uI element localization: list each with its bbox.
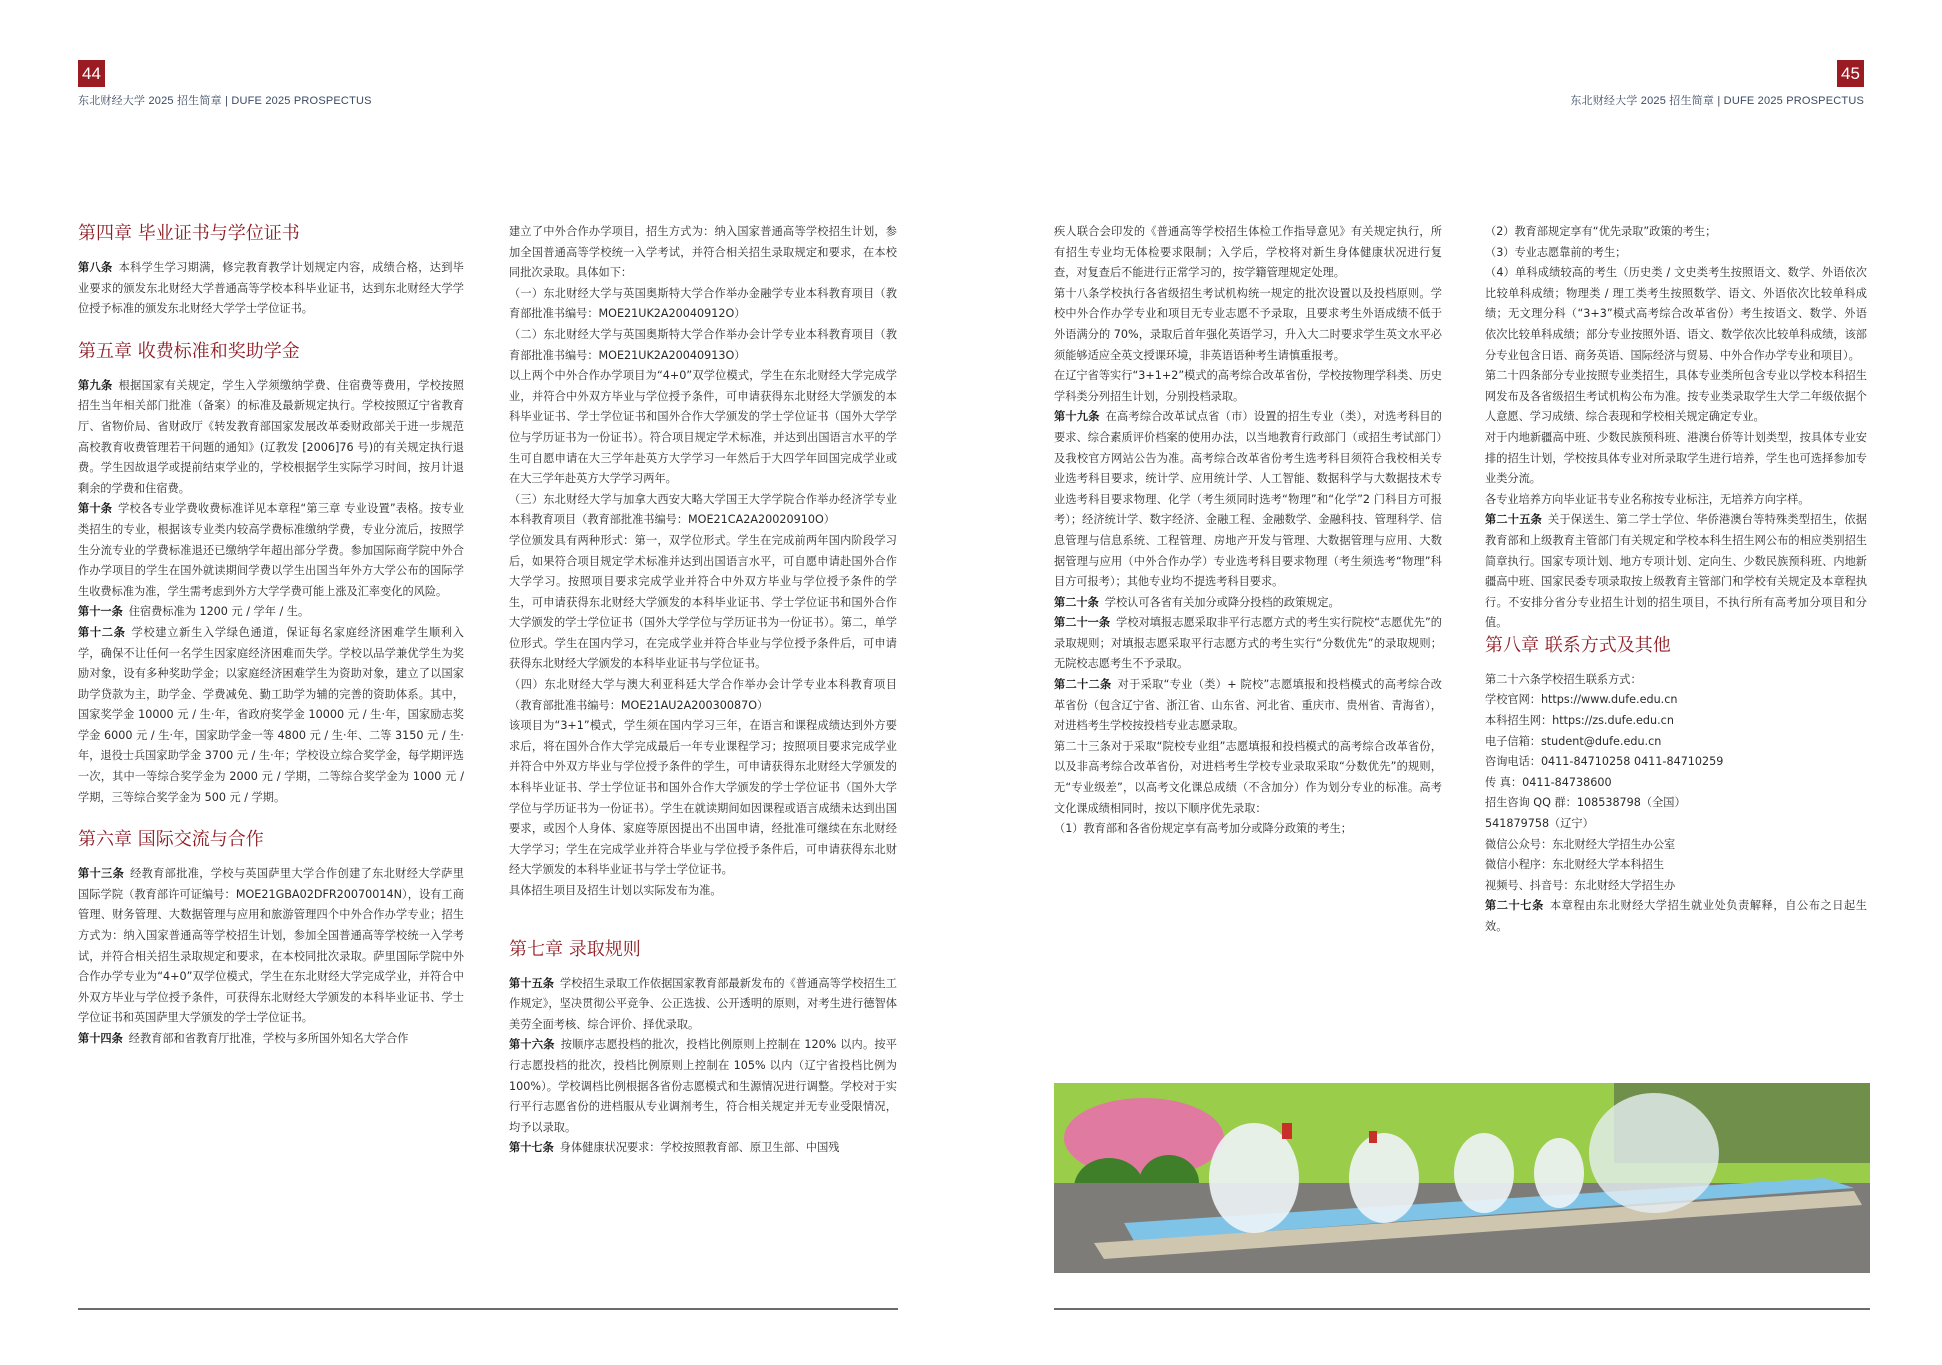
programs-note: 具体招生项目及招生计划以实际发布为准。 <box>509 884 722 897</box>
article-24-paragraph-3: 各专业培养方向毕业证书专业名称按专业标注，无培养方向字样。 <box>1485 492 1810 506</box>
article-text: 学校对填报志愿采取非平行志愿方式的考生实行院校“志愿优先”的录取规则；对填报志愿采取平行志愿方式的考生实行“分数优先”的录取规则；无院校志愿考生不予录取。 <box>1054 616 1442 671</box>
chapter-8-title: 第八章 联系方式及其他 <box>1485 634 1671 656</box>
article-23-item-2: （2）教育部规定享有“优先录取”政策的考生； <box>1485 225 1717 238</box>
contact-admissions-site[interactable]: 本科招生网：https://zs.dufe.edu.cn <box>1485 714 1674 728</box>
article-text: 学校认可各省有关加分或降分投档的政策规定。 <box>1104 595 1340 609</box>
article-27 <box>1485 896 1867 937</box>
column-2 <box>509 222 897 1159</box>
article-text: 按顺序志愿投档的批次，投档比例原则上控制在 120% 以内。按平行志愿投档的批次，投档比例原则上控制在 105% 以内（辽宁省投档比例为 100%）。学校调档比例根据各省份志愿模式和生源情况进行调整。学校对于实行平行志愿省份的进档服从专业调剂考生，符合相关规定并无专业受限情况，均予以录取。 <box>509 1038 897 1134</box>
article-19 <box>1054 407 1442 592</box>
article-text: 部分专业按照专业类招生，具体专业类所包含专业以学校本科招生网发布及各省级招生考试机构公布为准。按专业类录取学生大学二年级依据个人意愿、学习成绩、综合表现和学校相关规定确定专业。 <box>1485 369 1867 424</box>
article-label: 第十五条 <box>509 976 554 990</box>
article-text: 身体健康状况要求：学校按照教育部、原卫生部、中国残 <box>559 1141 840 1155</box>
article-label: 第二十三条 <box>1054 739 1111 753</box>
contact-website[interactable]: 学校官网：https://www.dufe.edu.cn <box>1485 693 1678 707</box>
article-label: 第十六条 <box>509 1038 555 1052</box>
article-label: 第十二条 <box>78 625 126 639</box>
contact-qq-national: 招生咨询 QQ 群：108538798（全国） <box>1485 796 1686 810</box>
article-label: 第二十二条 <box>1054 678 1112 692</box>
article-9 <box>78 376 464 500</box>
program-4-description: 该项目为“3+1”模式，学生须在国内学习三年，在语言和课程成绩达到外方要求后，将在国外合作大学完成最后一年专业课程学习；按照项目要求完成学业并符合中外双方毕业与学位授予条件的学生，可申请获得东北财经大学颁发的本科毕业证书、学士学位证书和国外合作大学颁发的学士学位证书（国外大学学位与学历证书为一份证书）。学生在就读期间如因课程或语言成绩未达到出国要求，或因个人身体、家庭等原因提出不出国申请，经批准可继续在东北财经大学学习；学生在完成学业并符合毕业与学位授予条件后，可申请获得东北财经大学颁发的本科毕业证书与学士学位证书。 <box>509 719 897 877</box>
column-1 <box>78 222 464 1050</box>
program-4: （四）东北财经大学与澳大利亚科廷大学合作举办会计学专业本科教育项目（教育部批准书编号：MOE21AU2A20030087O） <box>509 678 897 712</box>
article-text: 在高考综合改革试点省（市）设置的招生专业（类），对选考科目的要求、综合素质评价档案的使用办法，以当地教育行政部门（或招生考试部门）及我校官方网站公告为准。高考综合改革省份考生选考科目须符合我校相关专业选考科目要求，统计学、应用统计学、人工智能、数据科学与大数据技术专业选考科目要求物理、化学（考生须同时选考“物理”和“化学”2 门科目方可报考）；经济统计学、数字经济、金融工程、金融数学、金融科技、管理科学、信息管理与信息系统、工程管理、房地产开发与管理、大数据管理与应用、大数据管理与应用（中外合作办学）专业选考科目要求物理（考生须选考“物理”科目方可报考）；其他专业均不提选考科目要求。 <box>1054 410 1442 589</box>
left-page-number: 44 <box>78 60 105 87</box>
article-23-item-4: （4）单科成绩较高的考生（历史类 / 文史类考生按照语文、数学、外语依次比较单科成绩；物理类 / 理工类考生按照数学、语文、外语依次比较单科成绩；无文理分科（“3+3”模式高考综合改革省份）考生按语文、数学、外语依次比较单科成绩；部分专业按照外语、语文、数学依次比较单科成绩，该部分专业包含日语、商务英语、国际经济与贸易、中外合作办学专业和项目）。 <box>1485 266 1867 362</box>
article-label: 第二十七条 <box>1485 899 1544 913</box>
program-1: （一）东北财经大学与英国奥斯特大学合作举办金融学专业本科教育项目（教育部批准书编号：MOE21UK2A20040912O） <box>509 286 897 321</box>
article-label: 第八条 <box>78 261 113 274</box>
column-4 <box>1485 222 1867 938</box>
article-text: 对于采取“专业（类）+ 院校”志愿填报和投档模式的高考综合改革省份（包含辽宁省、浙江省、山东省、河北省、重庆市、贵州省、青海省），对进档考生学校按投档专业志愿录取。 <box>1054 678 1442 733</box>
contact-video-douyin: 视频号、抖音号：东北财经大学招生办 <box>1485 878 1676 892</box>
article-text: 本科学生学习期满，修完教育教学计划规定内容，成绩合格，达到毕业要求的颁发东北财经大学普通高等学校本科毕业证书，达到东北财经大学学位授予标准的颁发东北财经大学学士学位证书。 <box>78 261 464 316</box>
contact-wechat-miniprogram: 微信小程序：东北财经大学本科招生 <box>1485 858 1665 872</box>
article-label: 第十四条 <box>78 1032 123 1045</box>
chapter-5-title: 第五章 收费标准和奖助学金 <box>78 340 300 362</box>
article-text: 学校招生录取工作依据国家教育部最新发布的《普通高等学校招生工作规定》，坚决贯彻公平竞争、公正选拔、公开透明的原则，对考生进行德智体美劳全面考核、综合评价、择优录取。 <box>509 976 897 1031</box>
chapter-4-title: 第四章 毕业证书与学位证书 <box>78 223 300 244</box>
article-label: 第十一条 <box>78 605 123 619</box>
article-21 <box>1054 613 1442 675</box>
program-2: （二）东北财经大学与英国奥斯特大学合作举办会计学专业本科教育项目（教育部批准书编号：MOE21UK2A20040913O） <box>509 327 897 362</box>
article-text: 住宿费标准为 1200 元 / 学年 / 生。 <box>128 605 310 619</box>
article-10 <box>78 499 464 602</box>
article-17-continued: 疾人联合会印发的《普通高等学校招生体检工作指导意见》有关规定执行，所有招生专业均无体检要求限制；入学后，学校将对新生身体健康状况进行复查，对复查后不能进行正常学习的，按学籍管理规定处理。 <box>1054 225 1442 280</box>
article-label: 第十七条 <box>509 1141 554 1155</box>
article-label: 第二十一条 <box>1054 616 1111 630</box>
article-label: 第十九条 <box>1054 410 1100 424</box>
contact-wechat-account: 微信公众号：东北财经大学招生办公室 <box>1485 837 1676 851</box>
right-footer-rule <box>1054 1308 1870 1310</box>
article-25 <box>1485 510 1867 634</box>
program-3: （三）东北财经大学与加拿大西安大略大学国王大学学院合作举办经济学专业本科教育项目（教育部批准书编号：MOE21CA2A20020910O） <box>509 492 897 527</box>
left-footer-rule <box>78 1308 898 1310</box>
article-label: 第二十六条 <box>1485 672 1541 686</box>
article-17 <box>509 1138 897 1159</box>
article-20 <box>1054 593 1442 614</box>
article-22 <box>1054 675 1442 737</box>
article-23-item-1: （1）教育部和各省份规定享有高考加分或降分政策的考生； <box>1054 822 1352 836</box>
contact-email[interactable]: 电子信箱：student@dufe.edu.cn <box>1485 734 1662 748</box>
article-14-continued: 建立了中外合作办学项目，招生方式为：纳入国家普通高等学校招生计划，参加全国普通高等学校统一入学考试，并符合相关招生录取规定和要求，在本校同批次录取。具体如下： <box>509 225 897 280</box>
campus-fountain-photo <box>1054 1083 1870 1273</box>
contact-phone: 咨询电话：0411-84710258 0411-84710259 <box>1485 755 1724 769</box>
article-12 <box>78 623 464 808</box>
article-text: 根据国家有关规定，学生入学须缴纳学费、住宿费等费用，学校按照招生当年相关部门批准（备案）的标准及最新规定执行。学校按照辽宁省教育厅、省物价局、省财政厅《转发教育部国家发展改革委财政部关于进一步规范高校教育收费管理若干问题的通知》(辽教发 [2006]76 号)的有关规定执行退费。学生因故退学或提前结束学业的，学校根据学生实际学习时间，按月计退剩余的学费和住宿费。 <box>78 378 464 495</box>
article-text: 本章程由东北财经大学招生就业处负责解释，自公布之日起生效。 <box>1485 899 1867 933</box>
article-label: 第十三条 <box>78 867 125 881</box>
article-18 <box>1054 284 1442 366</box>
programs-1-2-description: 以上两个中外合作办学项目为“4+0”双学位模式，学生在东北财经大学完成学业，并符合中外双方毕业与学位授予条件，可申请获得东北财经大学颁发的本科毕业证书、学士学位证书和国外合作大学颁发的学士学位证书（国外大学学位与学历证书为一份证书）。符合项目规定学术标准，并达到出国语言水平的学生可自愿申请在大三学年赴英方大学学习一年然后于大四学年回国完成学业或在大三学年赴英方大学学习两年。 <box>509 369 897 486</box>
article-13 <box>78 864 464 1029</box>
right-running-head: 东北财经大学 2025 招生简章 | DUFE 2025 PROSPECTUS <box>1570 95 1864 107</box>
article-text: 学校各专业学费收费标准详见本章程“第三章 专业设置”表格。按专业类招生的专业，根据该专业类内较高学费标准缴纳学费，专业分流后，按照学生分流专业的学费标准退还已缴纳学年超出部分学费。参加国际商学院中外合作办学项目的学生在国外就读期间学费以学生出国当年外方大学公布的国际学生收费标准为准，学生需考虑到外方大学学费可能上涨及汇率变化的风险。 <box>78 502 464 598</box>
article-14 <box>78 1029 464 1050</box>
article-8 <box>78 258 464 320</box>
contact-qq-liaoning: 541879758（辽宁） <box>1485 817 1594 831</box>
article-text: 关于保送生、第二学士学位、华侨港澳台等特殊类型招生，依据教育部和上级教育主管部门有关规定和学校本科生招生网公布的相应类别招生简章执行。国家专项计划、地方专项计划、定向生、少数民族预科班、内地新疆高中班、国家民委专项录取按上级教育主管部门和学校有关规定及本章程执行。不安排分省分专业招生计划的招生项目，不执行所有高考加分项目和分值。 <box>1485 513 1867 630</box>
article-label: 第二十五条 <box>1485 513 1542 527</box>
chapter-7-title: 第七章 录取规则 <box>509 938 641 960</box>
left-running-head: 东北财经大学 2025 招生简章 | DUFE 2025 PROSPECTUS <box>78 95 372 107</box>
article-text: 学校执行各省级招生考试机构统一规定的批次设置以及投档原则。学校中外合作办学专业和项目无专业志愿不予录取，且要求考生外语成绩不低于外语满分的 70%，录取后首年强化英语学习，升入大二时要求学生英文水平必须能够适应全英文授课环境，非英语语种考生请慎重报考。 <box>1054 286 1442 362</box>
right-page-number: 45 <box>1837 60 1864 87</box>
article-18-paragraph-2: 在辽宁省等实行“3+1+2”模式的高考综合改革省份，学校按物理学科类、历史学科类分列招生计划，分别投档录取。 <box>1054 369 1442 403</box>
article-text: 学校建立新生入学绿色通道，保证每名家庭经济困难学生顺利入学，确保不让任何一名学生因家庭经济困难而失学。学校以品学兼优学生为奖励对象，设有多种奖助学金；以家庭经济困难学生为资助对象，建立了以国家助学贷款为主，助学金、学费减免、勤工助学为辅的完善的资助体系。其中，国家奖学金 10000 元 / 生·年，省政府奖学金 10000 元 / 生·年，国家励志奖学金 6000 元 / 生·年，国家助学金一等 4800 元 / 生·年、二等 3150 元 / 生·年，退役士兵国家助学金 3700 元 / 生·年；学校设立综合奖学金，每学期评选一次，其中一等综合奖学金为 2000 元 / 学期，二等综合奖学金为 1000 元 / 学期，三等综合奖学金为 500 元 / 学期。 <box>78 625 464 804</box>
column-3 <box>1054 222 1442 840</box>
article-label: 第九条 <box>78 378 113 392</box>
article-text: 学校招生联系方式： <box>1540 672 1642 686</box>
program-3-description: 学位颁发具有两种形式：第一，双学位形式。学生在完成前两年国内阶段学习后，如果符合项目规定学术标准并达到出国语言水平，可自愿申请赴国外合作大学学习。按照项目要求完成学业并符合中外双方毕业与学位授予条件的学生，可申请获得东北财经大学颁发的本科毕业证书、学士学位证书和国外合作大学颁发的学士学位证书（国外大学学位与学历证书为一份证书）。第二，单学位形式。学生在国内学习，在完成学业并符合毕业与学位授予条件后，可申请获得东北财经大学颁发的本科毕业证书与学位证书。 <box>509 533 897 671</box>
article-text: 对于采取“院校专业组”志愿填报和投档模式的高考综合改革省份，以及非高考综合改革省份，对进档考生学校专业录取采取“分数优先”的规则，无“专业级差”，以高考文化课总成绩（不含加分）作为划分专业的标准。高考文化课成绩相同时，按以下顺序优先录取： <box>1054 739 1442 815</box>
article-label: 第二十条 <box>1054 595 1099 609</box>
article-text: 经教育部批准，学校与英国萨里大学合作创建了东北财经大学萨里国际学院（教育部许可证编号：MOE21GBA02DFR20070014N），设有工商管理、财务管理、大数据管理与应用和旅游管理四个中外合作办学专业；招生方式为：纳入国家普通高等学校招生计划，参加全国普通高等学校统一入学考试，并符合相关招生录取规定和要求，在本校同批次录取。萨里国际学院中外合作办学专业为“4+0”双学位模式，学生在东北财经大学完成学业，并符合中外双方毕业与学位授予条件，可获得东北财经大学颁发的本科毕业证书、学士学位证书和英国萨里大学颁发的学士学位证书。 <box>78 867 464 1025</box>
contact-fax: 传 真：0411-84738600 <box>1485 775 1612 789</box>
article-24-paragraph-2: 对于内地新疆高中班、少数民族预科班、港澳台侨等计划类型，按具体专业安排的招生计划，学校按具体专业对所录取学生进行培养，学生也可选择参加专业类分流。 <box>1485 430 1867 486</box>
article-26 <box>1485 670 1867 691</box>
article-23 <box>1054 737 1442 819</box>
fountain-illustration <box>1054 1083 1870 1273</box>
article-text: 经教育部和省教育厅批准，学校与多所国外知名大学合作 <box>128 1032 409 1045</box>
article-24 <box>1485 366 1867 428</box>
article-11 <box>78 602 464 623</box>
article-label: 第十条 <box>78 502 113 516</box>
article-16 <box>509 1035 897 1138</box>
article-label: 第二十四条 <box>1485 369 1542 383</box>
article-15 <box>509 974 897 1036</box>
article-23-item-3: （3）专业志愿靠前的考生； <box>1485 245 1627 259</box>
chapter-6-title: 第六章 国际交流与合作 <box>78 829 264 851</box>
article-label: 第十八条 <box>1054 286 1100 300</box>
